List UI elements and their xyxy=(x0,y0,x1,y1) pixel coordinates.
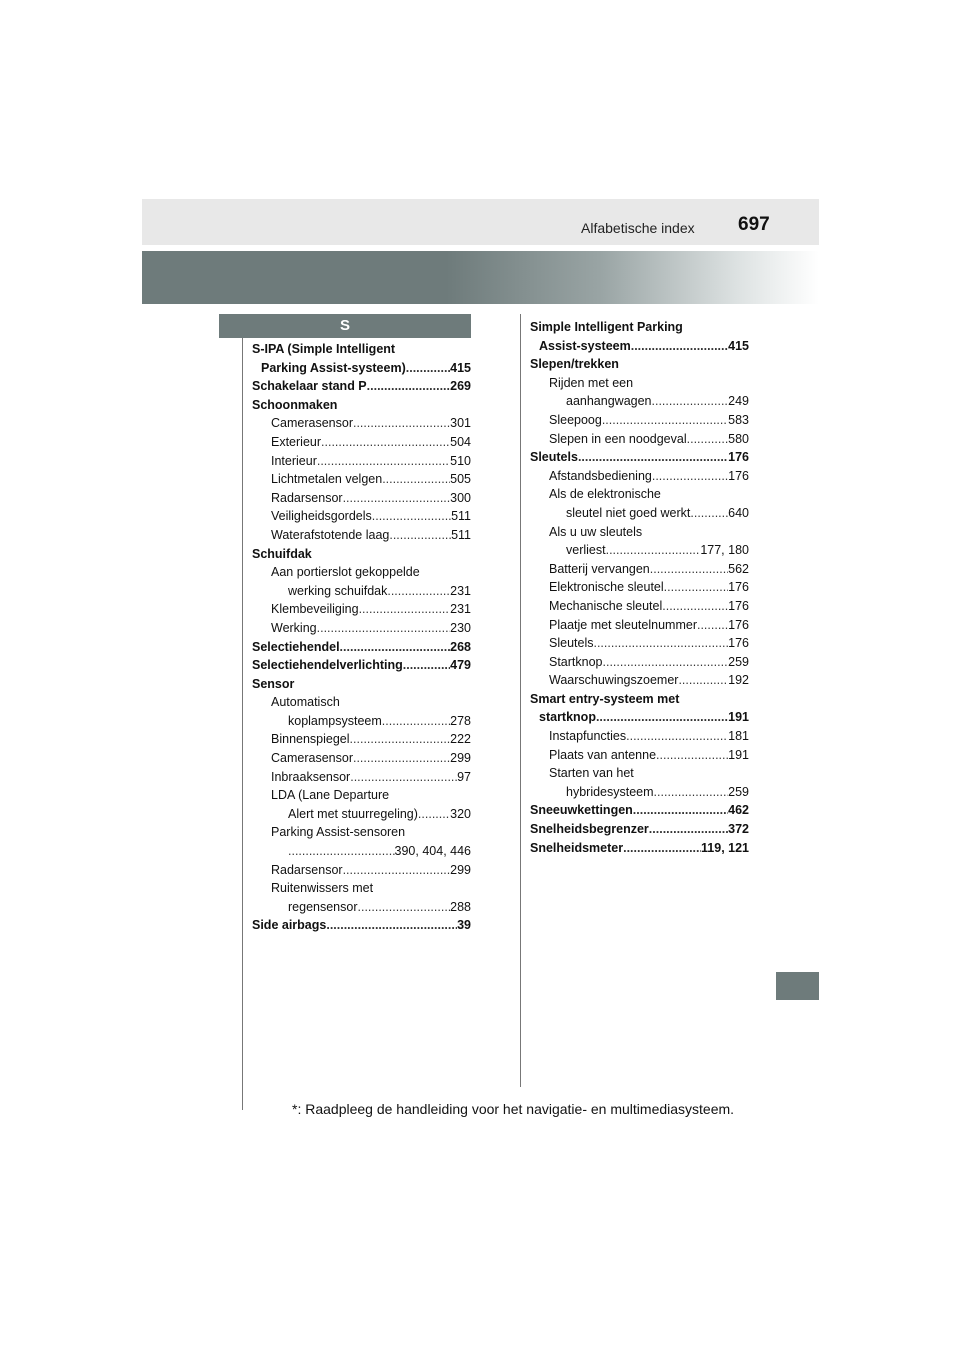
index-entry xyxy=(252,470,471,489)
index-entry-term: Mechanische sleutel xyxy=(549,598,663,613)
index-entry xyxy=(530,801,749,820)
dot-leader xyxy=(652,467,728,486)
index-entry-term: Exterieur xyxy=(271,434,322,449)
dot-leader xyxy=(389,526,451,545)
index-entry xyxy=(252,452,471,471)
index-entry-page[interactable]: 415 xyxy=(450,360,471,375)
index-entry-term: Waarschuwingszoemer xyxy=(549,673,679,688)
index-entry-term: sleutel niet goed werkt xyxy=(566,505,691,520)
dot-leader xyxy=(343,861,451,880)
index-entry xyxy=(530,318,749,337)
index-entry xyxy=(252,582,471,601)
index-entry-page[interactable]: 231 xyxy=(450,583,471,598)
index-entry-page[interactable]: 119, 121 xyxy=(701,840,749,855)
dot-leader xyxy=(321,433,450,452)
index-entry-term: Assist-systeem xyxy=(539,338,631,353)
dot-leader xyxy=(633,801,728,820)
index-entry-term: LDA (Lane Departure xyxy=(271,788,390,803)
index-entry-page[interactable]: 510 xyxy=(450,453,471,468)
index-entry-page[interactable]: 583 xyxy=(728,412,749,427)
index-entry xyxy=(252,693,471,712)
header-bar xyxy=(142,199,819,245)
dot-leader xyxy=(387,582,450,601)
dot-leader xyxy=(372,507,451,526)
dot-leader xyxy=(578,448,728,467)
index-entry xyxy=(252,600,471,619)
dot-leader xyxy=(593,634,728,653)
dot-leader xyxy=(326,916,457,935)
index-entry-term: Plaatje met sleutelnummer xyxy=(549,617,697,632)
index-entry-page[interactable]: 268 xyxy=(450,639,471,654)
dot-leader xyxy=(350,730,451,749)
index-entry-term: S-IPA (Simple Intelligent xyxy=(252,342,396,356)
index-entry-term: Veiligheidsgordels xyxy=(271,509,372,524)
index-entry-page[interactable]: 176 xyxy=(728,468,749,483)
index-entry-page[interactable]: 177, 180 xyxy=(700,543,749,558)
index-entry xyxy=(252,898,471,917)
index-entry-term: startknop xyxy=(539,710,596,725)
index-entry-term: Schuifdak xyxy=(252,546,312,561)
dot-leader xyxy=(678,671,728,690)
dot-leader xyxy=(623,839,701,858)
dot-leader xyxy=(626,727,728,746)
index-entry xyxy=(252,712,471,731)
index-entry-term: verliest xyxy=(566,543,606,558)
index-entry-page[interactable]: 176 xyxy=(728,598,749,613)
index-entry xyxy=(530,783,749,802)
index-entry xyxy=(252,638,471,657)
index-entry xyxy=(252,545,471,564)
index-entry-term: regensensor xyxy=(288,899,358,914)
index-entry-term: Simple Intelligent Parking xyxy=(530,320,683,334)
index-entry-page[interactable]: 301 xyxy=(450,416,471,431)
dot-leader xyxy=(317,619,451,638)
index-entry xyxy=(530,708,749,727)
index-entry-term: Selectiehendel xyxy=(252,639,340,654)
index-entry-term: Parking Assist-sensoren xyxy=(271,825,406,840)
index-entry-term: koplampsysteem xyxy=(288,713,382,728)
index-entry-page[interactable]: 97 xyxy=(457,769,471,784)
index-entry xyxy=(530,634,749,653)
index-entry xyxy=(530,337,749,356)
index-entry-term: Als de elektronische xyxy=(549,487,661,502)
index-entry xyxy=(530,504,749,523)
index-entry xyxy=(530,746,749,765)
index-entry-term: Schoonmaken xyxy=(252,397,338,412)
index-entry-term: Sleutels xyxy=(530,450,578,465)
index-entry-term: Sneeuwkettingen xyxy=(530,803,633,818)
index-entry-page[interactable]: 181 xyxy=(728,729,749,744)
index-entry-page[interactable]: 580 xyxy=(728,431,749,446)
dot-leader xyxy=(602,411,728,430)
index-entry xyxy=(530,690,749,709)
dot-leader xyxy=(664,578,728,597)
index-entry-term: Waterafstotende laag xyxy=(271,527,390,542)
index-entry xyxy=(530,764,749,783)
dot-leader xyxy=(650,560,728,579)
index-entry xyxy=(252,879,471,898)
index-entry-term: Interieur xyxy=(271,453,317,468)
index-entry-term: Radarsensor xyxy=(271,490,343,505)
index-entry-page[interactable]: 479 xyxy=(450,658,471,673)
dot-leader xyxy=(687,430,729,449)
index-column-left xyxy=(252,340,471,935)
index-entry xyxy=(530,653,749,672)
index-entry-term: Als u uw sleutels xyxy=(549,524,643,539)
index-entry xyxy=(252,786,471,805)
index-entry xyxy=(530,616,749,635)
index-entry-term: Binnenspiegel xyxy=(271,732,350,747)
index-entry xyxy=(530,355,749,374)
index-entry-term: Instapfuncties xyxy=(549,729,627,744)
index-entry-term: Snelheidsmeter xyxy=(530,840,624,855)
index-entry-page[interactable]: 562 xyxy=(728,561,749,576)
index-entry-term: werking schuifdak xyxy=(288,583,388,598)
index-entry xyxy=(252,526,471,545)
index-entry xyxy=(252,619,471,638)
index-entry-page[interactable]: 176 xyxy=(728,617,749,632)
index-entry-page[interactable]: 504 xyxy=(450,434,471,449)
chapter-side-tab xyxy=(776,972,819,1000)
dot-leader xyxy=(697,616,728,635)
index-entry-page[interactable]: 176 xyxy=(728,450,749,465)
index-entry-page[interactable]: 191 xyxy=(728,747,749,762)
index-entry-term: Rijden met een xyxy=(549,375,634,390)
index-entry-page[interactable]: 415 xyxy=(728,338,749,353)
index-entry-term: Smart entry-systeem met xyxy=(530,691,680,706)
index-entry xyxy=(530,448,749,467)
index-entry-page[interactable]: 390, 404, 446 xyxy=(394,844,471,859)
index-entry xyxy=(252,507,471,526)
index-entry-term: Radarsensor xyxy=(271,862,343,877)
dot-leader xyxy=(382,470,450,489)
index-entry-term: Alert met stuurregeling) xyxy=(288,806,418,821)
index-entry-page[interactable]: 320 xyxy=(450,806,471,821)
index-entry-page[interactable]: 192 xyxy=(728,673,749,688)
index-entry xyxy=(252,823,471,842)
dot-leader xyxy=(367,377,450,396)
index-entry xyxy=(252,805,471,824)
dot-leader xyxy=(631,337,728,356)
index-entry-page[interactable]: 259 xyxy=(728,784,749,799)
index-entry xyxy=(530,560,749,579)
index-entry xyxy=(252,749,471,768)
index-entry-page[interactable]: 176 xyxy=(728,636,749,651)
index-entry xyxy=(530,727,749,746)
index-entry xyxy=(252,768,471,787)
index-entry-term: Parking Assist-systeem) xyxy=(261,360,406,375)
index-entry-term: Ruitenwissers met xyxy=(271,881,374,896)
index-entry xyxy=(252,340,471,359)
index-entry xyxy=(252,842,471,861)
index-entry xyxy=(252,396,471,415)
index-entry-page[interactable]: 288 xyxy=(450,899,471,914)
dot-leader xyxy=(603,653,729,672)
index-entry-page[interactable]: 278 xyxy=(450,713,471,728)
index-entry xyxy=(252,433,471,452)
index-entry-page[interactable]: 259 xyxy=(728,654,749,669)
dot-leader xyxy=(418,805,450,824)
index-entry xyxy=(530,392,749,411)
dot-leader xyxy=(350,768,457,787)
index-entry-page[interactable]: 191 xyxy=(728,710,749,725)
index-entry xyxy=(252,861,471,880)
index-entry-page[interactable]: 249 xyxy=(728,394,749,409)
index-entry-term: Sleepoog xyxy=(549,412,602,427)
index-entry xyxy=(252,656,471,675)
index-entry xyxy=(530,374,749,393)
dot-leader xyxy=(662,597,728,616)
index-entry-term: Lichtmetalen velgen xyxy=(271,472,383,487)
index-entry-page[interactable]: 230 xyxy=(450,620,471,635)
index-entry xyxy=(530,839,749,858)
index-entry-term: Slepen in een noodgeval xyxy=(549,431,687,446)
dot-leader xyxy=(317,452,450,471)
index-entry-page[interactable]: 299 xyxy=(450,862,471,877)
page-number: 697 xyxy=(738,214,770,235)
index-entry xyxy=(530,820,749,839)
index-entry-page[interactable]: 39 xyxy=(457,918,471,933)
index-entry xyxy=(252,916,471,935)
column-divider xyxy=(520,314,521,1087)
section-title: Alfabetische index xyxy=(581,220,695,236)
index-entry-term: Plaats van antenne xyxy=(549,747,657,762)
dot-leader xyxy=(288,842,395,861)
left-margin-rule xyxy=(242,338,243,1110)
dot-leader xyxy=(343,489,451,508)
index-entry xyxy=(530,578,749,597)
index-entry xyxy=(252,489,471,508)
index-entry-term: Elektronische sleutel xyxy=(549,580,664,595)
index-entry-term: Afstandsbediening xyxy=(549,468,652,483)
dot-leader xyxy=(340,638,451,657)
index-entry-term: Automatisch xyxy=(271,695,340,710)
index-entry xyxy=(530,671,749,690)
index-entry-term: Slepen/trekken xyxy=(530,357,619,372)
index-entry xyxy=(530,467,749,486)
dot-leader xyxy=(690,504,728,523)
index-entry xyxy=(252,675,471,694)
dot-leader xyxy=(656,746,728,765)
index-entry-term: Side airbags xyxy=(252,918,327,933)
dot-leader xyxy=(652,392,729,411)
dot-leader xyxy=(649,820,728,839)
index-entry xyxy=(252,563,471,582)
index-entry-term: aanhangwagen xyxy=(566,394,652,409)
index-entry-page[interactable]: 222 xyxy=(450,732,471,747)
footnote: *: Raadpleeg de handleiding voor het navigatie- en multimediasysteem. xyxy=(292,1101,735,1117)
dot-leader xyxy=(406,359,450,378)
index-entry-term: Werking xyxy=(271,620,317,635)
index-entry-page[interactable]: 300 xyxy=(450,490,471,505)
index-entry-term: Camerasensor xyxy=(271,751,353,766)
index-entry-page[interactable]: 176 xyxy=(728,580,749,595)
index-entry xyxy=(252,359,471,378)
dot-leader xyxy=(353,749,450,768)
index-entry xyxy=(530,541,749,560)
index-entry-term: Selectiehendelverlichting xyxy=(252,658,403,673)
dot-leader xyxy=(359,600,451,619)
index-entry-term: Camerasensor xyxy=(271,416,353,431)
index-entry-page[interactable]: 511 xyxy=(451,509,471,524)
dot-leader xyxy=(596,708,728,727)
index-entry-term: Schakelaar stand P xyxy=(252,379,367,394)
dot-leader xyxy=(358,898,451,917)
index-entry-term: Batterij vervangen xyxy=(549,561,650,576)
index-entry-term: Sleutels xyxy=(549,636,594,651)
index-entry xyxy=(530,430,749,449)
dot-leader xyxy=(606,541,701,560)
index-entry-page[interactable]: 372 xyxy=(728,822,749,837)
index-entry-term: Inbraaksensor xyxy=(271,769,351,784)
dot-leader xyxy=(382,712,450,731)
index-entry-page[interactable]: 640 xyxy=(728,505,749,520)
index-entry-term: Sensor xyxy=(252,676,295,691)
index-entry xyxy=(252,730,471,749)
index-entry-page[interactable]: 299 xyxy=(450,751,471,766)
index-entry xyxy=(530,411,749,430)
dot-leader xyxy=(353,414,450,433)
dot-leader xyxy=(654,783,729,802)
index-entry-page[interactable]: 231 xyxy=(450,602,471,617)
index-entry xyxy=(530,597,749,616)
index-entry xyxy=(530,523,749,542)
index-entry-page[interactable]: 269 xyxy=(450,379,471,394)
index-entry-term: Aan portierslot gekoppelde xyxy=(271,565,420,580)
index-entry-term: Klembeveiliging xyxy=(271,602,359,617)
index-entry-term: hybridesysteem xyxy=(566,784,654,799)
index-entry xyxy=(252,414,471,433)
chapter-band xyxy=(142,251,819,304)
index-entry-term: Starten van het xyxy=(549,766,634,781)
index-entry-page[interactable]: 511 xyxy=(451,527,471,542)
dot-leader xyxy=(403,656,450,675)
index-entry-term: Startknop xyxy=(549,654,603,669)
index-entry-term: Snelheidsbegrenzer xyxy=(530,822,649,837)
index-entry-page[interactable]: 462 xyxy=(728,803,749,818)
index-entry xyxy=(530,485,749,504)
index-entry xyxy=(252,377,471,396)
index-entry-page[interactable]: 505 xyxy=(450,472,471,487)
index-letter-tab: S xyxy=(219,314,471,338)
index-column-right xyxy=(530,318,749,857)
